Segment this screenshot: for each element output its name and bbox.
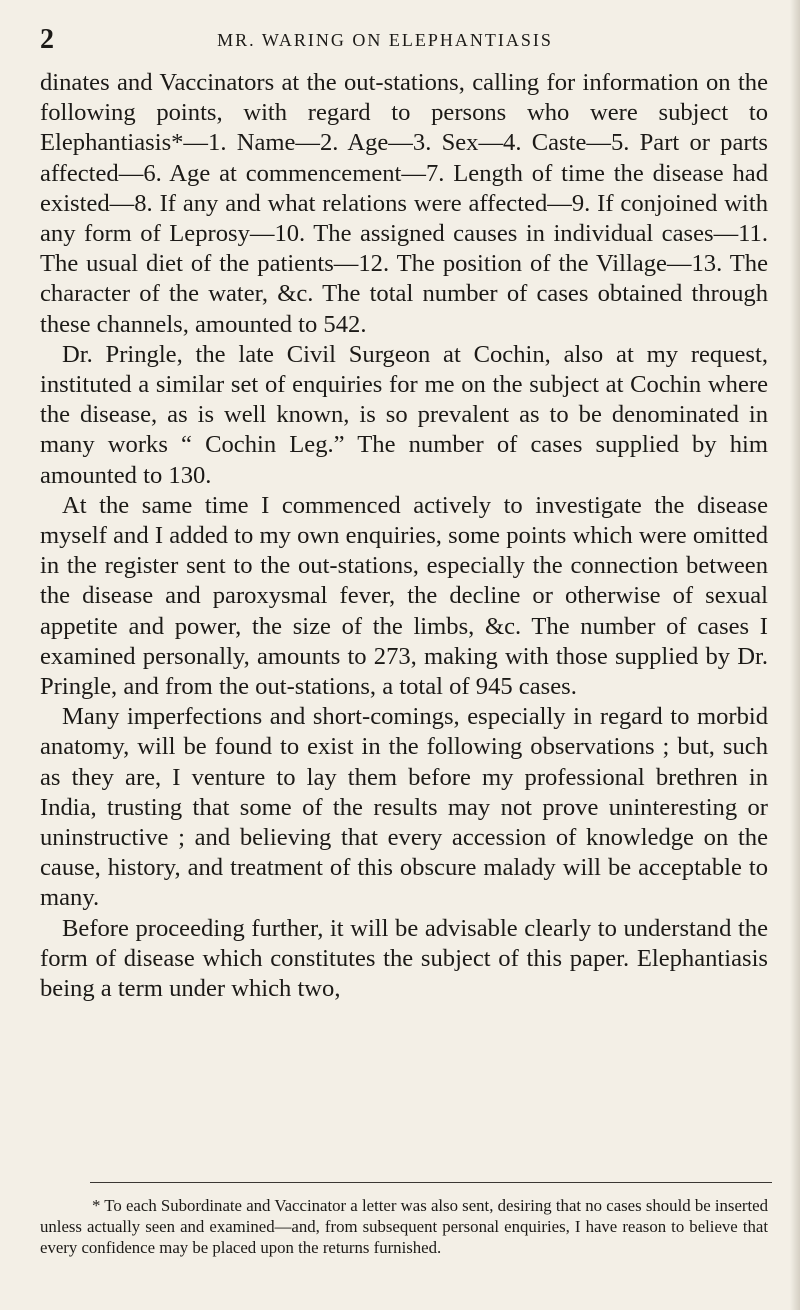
page-edge-shadow	[790, 0, 800, 1310]
paragraph-continuation: dinates and Vaccinators at the out-stations, calling for information on the following points, with regard to persons who were subject to Elephantiasis*—1. Name—2. Age—3. Sex—4. Caste—5. Part or parts affected—6. Age at commencement—7. Length of time the disease had existed—8. If any and what relations were affected—9. If conjoined with any form of Leprosy—10. The assigned causes in individual cases—11. The usual diet of the patients—12. The position of the Village—13. The character of the water, &c. The total number of cases obtained through these channels, amounted to 542.	[40, 69, 768, 338]
paragraph-imperfections: Many imperfections and short-comings, especially in regard to morbid anatomy, will be found to exist in the following observations ; but, such as they are, I venture to lay them before my professional brethren in India, trusting that some of the results may not prove uninteresting or uninstructive ; and believing that every accession of knowledge on the cause, history, and treatment of this obscure malady will be acceptable to many.	[40, 703, 768, 912]
paragraph-pringle: Dr. Pringle, the late Civil Surgeon at Cochin, also at my request, instituted a similar set of enquiries for me on the subject at Cochin where the disease, as is well known, is so prevalent as to be denominated in many works “ Cochin Leg.” The number of cases supplied by him amounted to 130.	[40, 340, 768, 489]
page-number: 2	[40, 24, 54, 55]
footnote	[40, 1195, 768, 1258]
page-header	[40, 24, 730, 64]
footnote-text: * To each Subordinate and Vaccinator a letter was also sent, desiring that no cases should be inserted unless actually seen and examined—and, from subsequent personal enquiries, I have reason to believe that every confidence may be placed upon the returns furnished.	[40, 1196, 768, 1257]
body-text	[40, 68, 768, 1004]
paragraph-definition: Before proceeding further, it will be advisable clearly to understand the form of disease which constitutes the subject of this paper. Elephantiasis being a term under which two,	[40, 914, 768, 1003]
paragraph-investigation: At the same time I commenced actively to investigate the disease myself and I added to my own enquiries, some points which were omitted in the register sent to the out-stations, especially the connection between the disease and paroxysmal fever, the decline or otherwise of sexual appetite and power, the size of the limbs, &c. The number of cases I examined personally, amounts to 273, making with those supplied by Dr. Pringle, and from the out-stations, a total of 945 cases.	[40, 491, 768, 701]
footnote-divider	[90, 1182, 772, 1183]
running-title: MR. WARING ON ELEPHANTIASIS	[217, 30, 553, 50]
